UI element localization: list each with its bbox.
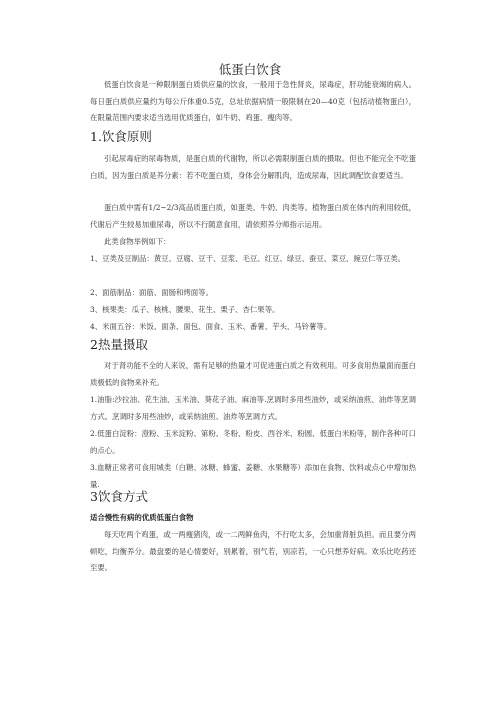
section-heading-diet-principles: 1.饮食原则	[90, 129, 152, 144]
document-title: 低蛋白饮食	[218, 62, 282, 77]
list-item-gluten: 2、面筋制品：面筋、面肠和烤面等。	[90, 288, 213, 297]
list-item-starch: 2.低蛋白淀粉：澄粉、玉米淀粉、第粉、冬粉、粉皮、西谷米、粉圆、低蛋白米粉等，制作各种可口的点心。	[90, 429, 416, 455]
list-item-grains: 4、米面五谷：米饭、面条、面包、面食、玉米、番薯、芋头、马铃薯等。	[90, 322, 332, 331]
section-heading-diet-method: 3饮食方式	[90, 489, 148, 504]
paragraph-quality-protein: 蛋白质中需有1/2~2/3高品质蛋白质，如蛋类、牛奶、肉类等。植物蛋白质在体内的利用较低，代谢后产生较易加重尿毒，所以不行随意食用，请依照养分师指示运用。	[90, 203, 416, 229]
subheading-quality-low-protein: 适合慢性有病的优质低蛋白食物	[90, 513, 194, 522]
paragraph-examples-intro: 此类食物举例如下：	[104, 237, 171, 246]
intro-paragraph: 低蛋白饮食是一种限制蛋白质供应量的饮食，一般用于急性肾炎，尿毒症，肝功能衰竭的病人。每日蛋白质供应量约为每公斤体重0.5克，总址依据病情一般限制在20—40克（包括动植物蛋白），在限量范围内要求适当选用优质蛋白，如牛奶、鸡蛋、瘦肉等。	[90, 80, 416, 122]
list-item-beans: 1、豆类及豆制品：黄豆、豆腐、豆干、豆浆、毛豆、红豆、绿豆、蚕豆、菜豆、豌豆仁等豆类。	[90, 254, 406, 263]
paragraph-daily-advice: 每天吃两个鸡蛋，或一两瘦猪肉，或一二两鲜鱼肉，不行吃太多，会加重肾脏负担。而且要分两顿吃，均衡养分。最盘要的是心情要好，别累着，别气若，别凉若，一心只想养好病。欢乐比吃药还至要。	[90, 530, 416, 572]
list-item-oils: 1.油脂:沙拉油、花生油、玉米油、葵花子油、麻油等.烹调时多用些油炒，或采纳油煎、油炸等烹调方式。烹调时多用些油炒，或采纳油煎、油炸等烹调方式。	[90, 395, 416, 421]
paragraph-uremia-protein: 引起尿毒症的尿毒物质，是蛋白质的代谢物，所以必需限制蛋白质的摄取。但也不能完全不吃蛋白质，因为蛋白质是养分素：若不吃蛋白质，身体会分解肌肉，造成尿毒，因此调配饮食要适当。	[90, 154, 416, 180]
list-item-sugar: 3.血糖正常者可食用城类（白糖、冰糖、蜂蜜、姜糖、水果糖等）添加在食物、饮料或点心中增加热量.	[90, 463, 416, 489]
paragraph-calorie-needs: 对于肾功能不全的人来说，需有足够的热量才可促进蛋白质之有效利用。可多食用热量面而蛋白质极低的食物来补充。	[90, 361, 416, 387]
section-heading-calorie-intake: 2热量摄取	[90, 337, 148, 352]
list-item-nuts: 3、核果类：瓜子、核桃、腰果、花生、栗子、杏仁果等。	[90, 305, 280, 314]
